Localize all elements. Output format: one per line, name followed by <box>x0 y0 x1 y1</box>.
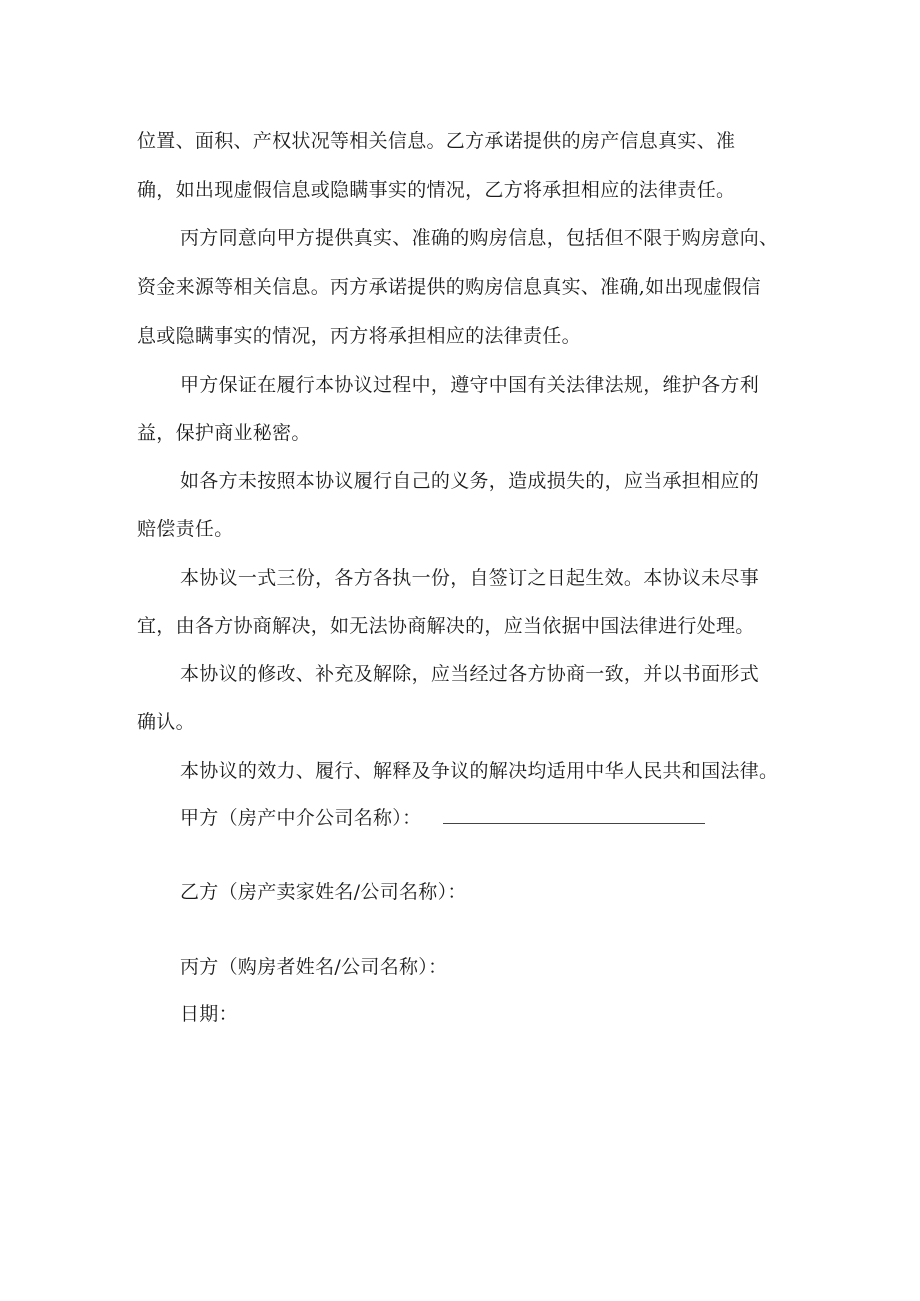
paragraph-line: 息或隐瞒事实的情况，丙方将承担相应的法律责任。 <box>137 325 581 347</box>
paragraph-line: 宜，由各方协商解决，如无法协商解决的，应当依据中国法律进行处理。 <box>137 615 755 637</box>
paragraph-line: 益，保护商业秘密。 <box>137 422 311 444</box>
paragraph-line: 赔偿责任。 <box>137 518 234 540</box>
paragraph-line: 资金来源等相关信息。丙方承诺提供的购房信息真实、准确,如出现虚假信 <box>137 276 761 298</box>
paragraph-line: 本协议一式三份，各方各执一份，自签订之日起生效。本协议未尽事 <box>180 567 760 589</box>
paragraph-line: 本协议的效力、履行、解释及争议的解决均适用中华人民共和国法律。 <box>180 760 779 782</box>
paragraph-line: 如各方未按照本协议履行自己的义务，造成损失的，应当承担相应的 <box>180 470 760 492</box>
signature-party-b-label: 乙方（房产卖家姓名/公司名称）： <box>180 881 467 903</box>
paragraph-line: 位置、面积、产权状况等相关信息。乙方承诺提供的房产信息真实、准 <box>137 130 736 152</box>
signature-party-a-line <box>443 823 705 824</box>
paragraph-line: 确，如出现虚假信息或隐瞒事实的情况，乙方将承担相应的法律责任。 <box>137 179 736 201</box>
signature-party-c-label: 丙方（购房者姓名/公司名称）： <box>180 956 448 978</box>
paragraph-line: 丙方同意向甲方提供真实、准确的购房信息，包括但不限于购房意向、 <box>180 227 779 249</box>
signature-party-a-label: 甲方（房产中介公司名称）： <box>180 807 422 829</box>
paragraph-line: 本协议的修改、补充及解除，应当经过各方协商一致，并以书面形式 <box>180 663 760 685</box>
signature-date-label: 日期： <box>180 1003 238 1025</box>
paragraph-line: 甲方保证在履行本协议过程中，遵守中国有关法律法规，维护各方利 <box>180 374 760 396</box>
paragraph-line: 确认。 <box>137 711 195 733</box>
